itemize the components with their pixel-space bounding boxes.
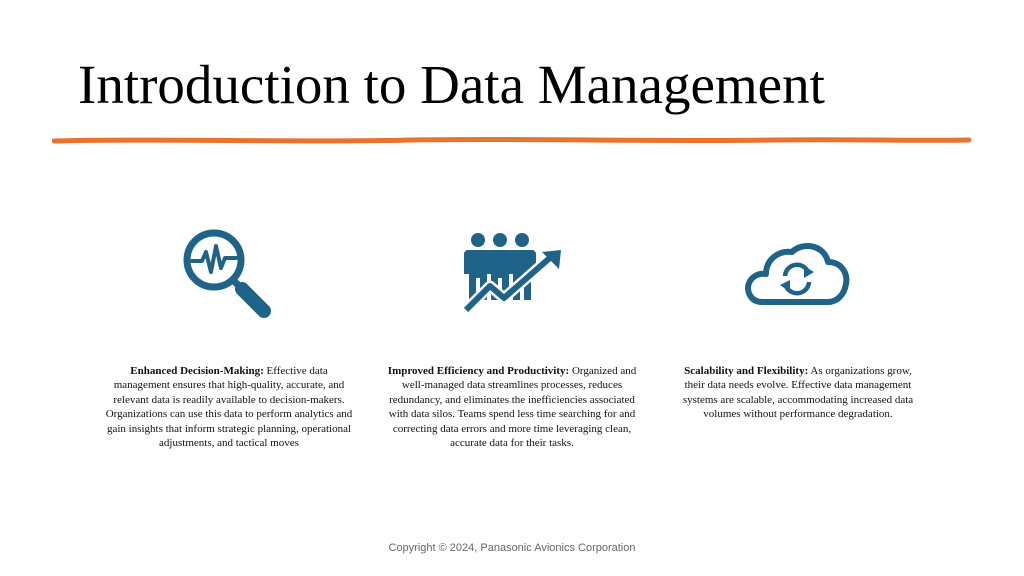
title-underline <box>52 130 972 150</box>
magnifier-pulse-icon <box>178 224 274 320</box>
benefit-scalability <box>676 364 920 422</box>
benefit-heading: Scalability and Flexibility: <box>684 365 809 377</box>
benefit-body: Organized and well-managed data streamlines processes, reduces redundancy, and eliminates the inefficiencies associated with data silos. Teams spend less time searching for and correcting data errors and more time leveraging clean, accurate data for their tasks. <box>388 365 637 450</box>
benefit-efficiency <box>384 364 640 450</box>
copyright-footer: Copyright © 2024, Panasonic Avionics Corporation <box>388 542 636 554</box>
cloud-sync-icon <box>742 238 852 306</box>
benefit-heading: Improved Efficiency and Productivity: <box>387 365 570 377</box>
team-growth-icon <box>460 230 564 314</box>
benefit-decision-making <box>104 364 354 450</box>
benefit-heading: Enhanced Decision-Making: <box>130 365 264 377</box>
benefit-body: Effective data management ensures that high-quality, accurate, and relevant data is readily available to decision-makers. Organizations can use this data to perform analytics and gain insights that inform strategic planning, operational adjustments, and tactical moves <box>105 365 353 450</box>
slide-title: Introduction to Data Management <box>78 54 825 115</box>
benefit-body: As organizations grow, their data needs evolve. Effective data management systems are scalable, accommodating increased data volumes without performance degradation. <box>682 365 914 421</box>
